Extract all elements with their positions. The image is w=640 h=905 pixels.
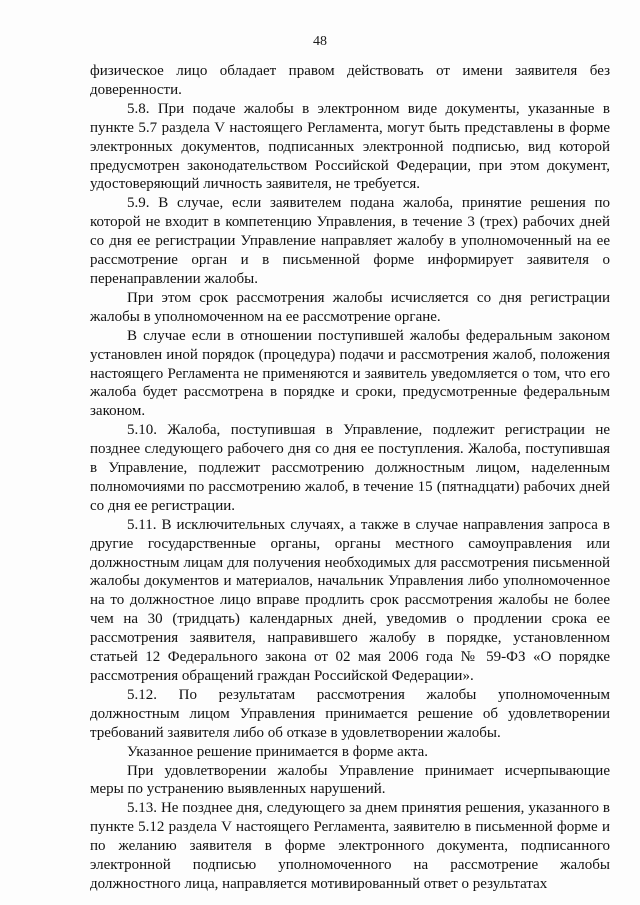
paragraph-5-10: 5.10. Жалоба, поступившая в Управление, подлежит регистрации не позднее следующего рабочего дня со дня ее поступления. Жалоба, поступившая в Управление, подлежит рассмотрению должностным лицом, наделенным полномочиями по рассмотрению жалоб, в течение 15 (пятнадцати) рабочих дней со дня ее регистрации. (90, 422, 610, 514)
paragraph-term-calculation: При этом срок рассмотрения жалобы исчисляется со дня регистрации жалобы в уполномоченном на ее рассмотрение органе. (90, 289, 610, 325)
document-body (90, 62, 610, 894)
paragraph-continuation: физическое лицо обладает правом действовать от имени заявителя без доверенности. (90, 63, 610, 98)
paragraph-satisfaction-measures: При удовлетворении жалобы Управление принимает исчерпывающие меры по устранению выявленных нарушений. (90, 762, 610, 798)
paragraph-5-11: 5.11. В исключительных случаях, а также в случае направления запроса в другие государственные органы, органы местного самоуправления или должностным лицам для получения необходимых для рассмотрения письменной жалобы документов и материалов, начальник Управления либо уполномоченное на то должностное лицо вправе продлить срок рассмотрения жалобы не более чем на 30 (тридцать) календарных дней, уведомив о продлении срока ее рассмотрения заявителя, направившего жалобу в порядке, установленном статьей 12 Федерального закона от 02 мая 2006 года № 59-ФЗ «О порядке рассмотрения обращений граждан Российской Федерации». (90, 516, 610, 684)
paragraph-federal-law-procedure: В случае если в отношении поступившей жалобы федеральным законом установлен иной порядок (процедура) подачи и рассмотрения жалоб, положения настоящего Регламента не применяются и заявитель уведомляется о том, что его жалоба будет рассмотрена в порядке и сроки, предусмотренные федеральным законом. (90, 327, 610, 420)
paragraph-act-form: Указанное решение принимается в форме акта. (127, 743, 429, 760)
paragraph-5-9: 5.9. В случае, если заявителем подана жалоба, принятие решения по которой не входит в компетенцию Управления, в течение 3 (трех) рабочих дней со дня ее регистрации Управление направляет жалобу в уполномоченный на ее рассмотрение орган и в письменной форме информирует заявителя о перенаправлении жалобы. (90, 195, 610, 287)
paragraph-5-8: 5.8. При подаче жалобы в электронном виде документы, указанные в пункте 5.7 раздела V настоящего Регламента, могут быть представлены в форме электронных документов, подписанных электронной подписью, вид которой предусмотрен законодательством Российской Федерации, при этом документ, удостоверяющий личность заявителя, не требуется. (90, 100, 610, 193)
page-number: 48 (313, 34, 327, 49)
paragraph-5-13: 5.13. Не позднее дня, следующего за днем принятия решения, указанного в пункте 5.12 раздела V настоящего Регламента, заявителю в письменной форме и по желанию заявителя в форме электронного документа, подписанного электронной подписью уполномоченного на рассмотрение жалобы должностного лица, направляется мотивированный ответ о результатах (90, 800, 610, 892)
paragraph-5-12: 5.12. По результатам рассмотрения жалобы уполномоченным должностным лицом Управления принимается решение об удовлетворении требований заявителя либо об отказе в удовлетворении жалобы. (90, 686, 610, 741)
